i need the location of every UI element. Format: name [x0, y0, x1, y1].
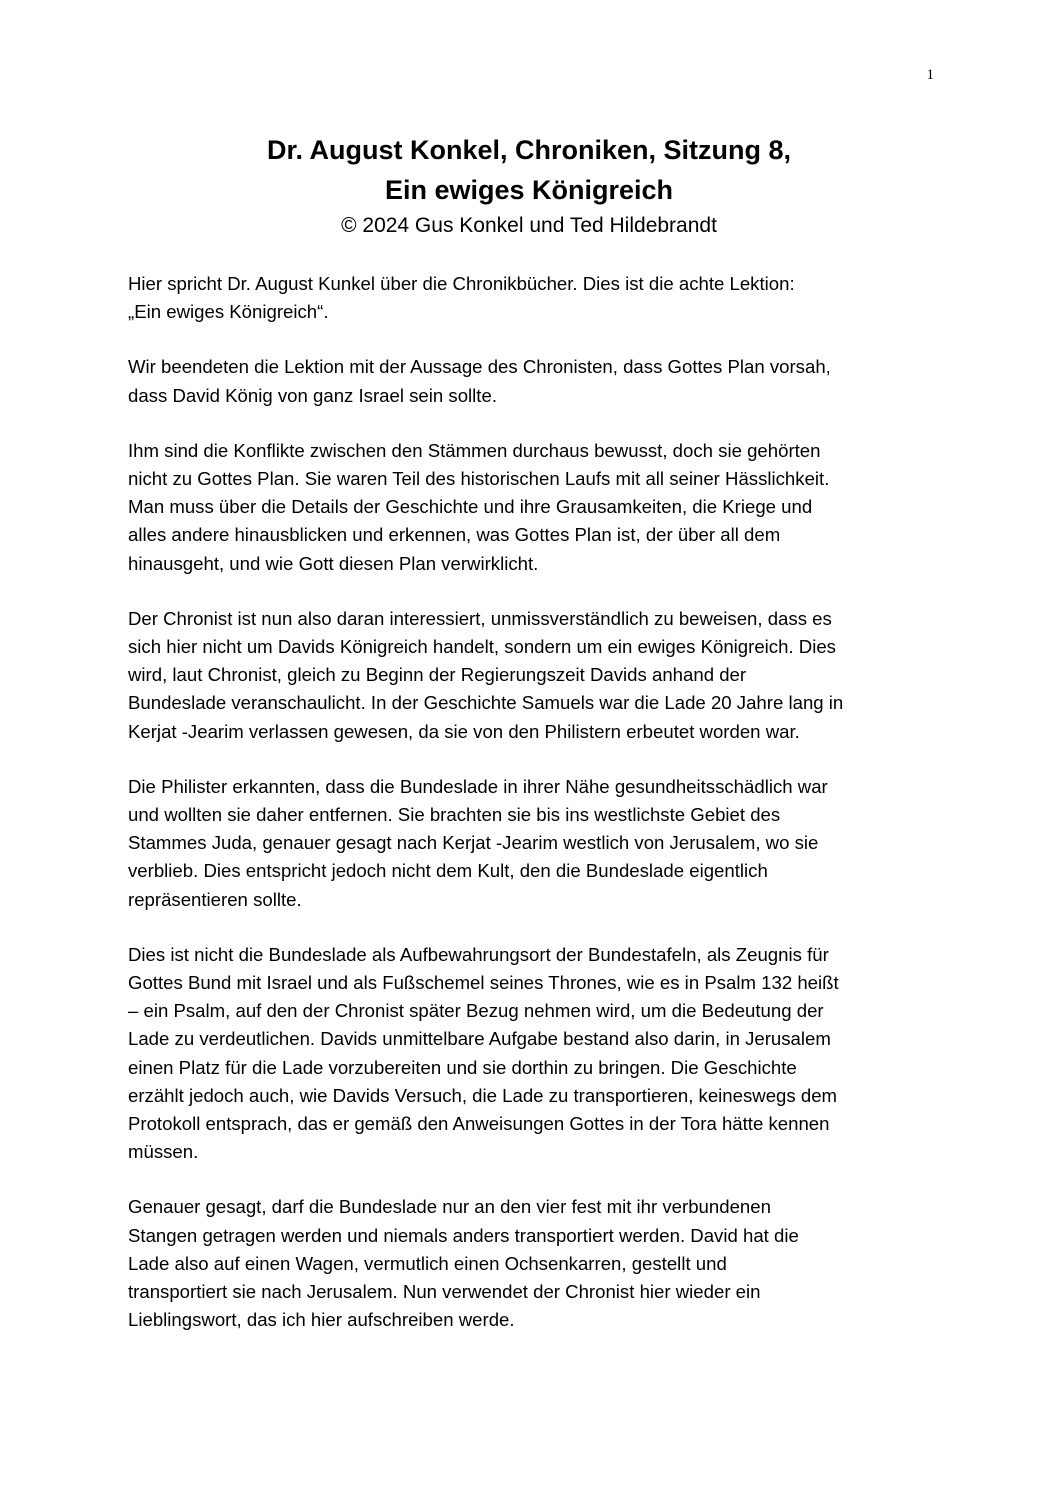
text-line: Lieblingswort, das ich hier aufschreiben werde. — [128, 1309, 515, 1331]
text-line: Genauer gesagt, darf die Bundeslade nur an den vier fest mit ihr verbundenen — [128, 1196, 771, 1218]
paragraph — [128, 1193, 938, 1334]
paragraph — [128, 270, 938, 326]
text-line: Gottes Bund mit Israel und als Fußschemel seines Thrones, wie es in Psalm 132 heißt — [128, 972, 839, 994]
text-line: Lade zu verdeutlichen. Davids unmittelbare Aufgabe bestand also darin, in Jerusalem — [128, 1028, 831, 1050]
text-line: Der Chronist ist nun also daran interessiert, unmissverständlich zu beweisen, dass es — [128, 607, 832, 629]
text-line: Kerjat -Jearim verlassen gewesen, da sie von den Philistern erbeutet worden war. — [128, 720, 800, 742]
paragraph — [128, 773, 938, 914]
text-line: – ein Psalm, auf den der Chronist später Bezug nehmen wird, um die Bedeutung der — [128, 1000, 824, 1022]
paragraph — [128, 941, 938, 1167]
text-line: Stangen getragen werden und niemals anders transportiert werden. David hat die — [128, 1224, 799, 1246]
text-line: dass David König von ganz Israel sein sollte. — [128, 384, 497, 406]
text-line: müssen. — [128, 1141, 199, 1163]
text-line: alles andere hinausblicken und erkennen, was Gottes Plan ist, der über all dem — [128, 524, 781, 546]
page-number: 1 — [926, 67, 934, 83]
text-line: nicht zu Gottes Plan. Sie waren Teil des historischen Laufs mit all seiner Hässlichkeit. — [128, 468, 830, 490]
text-line: Ihm sind die Konflikte zwischen den Stämmen durchaus bewusst, doch sie gehörten — [128, 439, 821, 461]
text-line: und wollten sie daher entfernen. Sie brachten sie bis ins westlichste Gebiet des — [128, 804, 781, 826]
document-title-line-1: Dr. August Konkel, Chroniken, Sitzung 8, — [266, 135, 792, 165]
paragraph — [128, 437, 938, 578]
text-line: erzählt jedoch auch, wie Davids Versuch, die Lade zu transportieren, keineswegs dem — [128, 1084, 838, 1106]
text-line: einen Platz für die Lade vorzubereiten und sie dorthin zu bringen. Die Geschichte — [128, 1056, 797, 1078]
text-line: transportiert sie nach Jerusalem. Nun verwendet der Chronist hier wieder ein — [128, 1281, 761, 1303]
copyright-notice: © 2024 Gus Konkel und Ted Hildebrandt — [341, 214, 717, 237]
text-line: repräsentieren sollte. — [128, 888, 302, 910]
text-line: Die Philister erkannten, dass die Bundeslade in ihrer Nähe gesundheitsschädlich war — [128, 775, 828, 797]
text-line: verblieb. Dies entspricht jedoch nicht dem Kult, den die Bundeslade eigentlich — [128, 860, 768, 882]
body-text — [128, 270, 938, 1362]
text-line: „Ein ewiges Königreich“. — [128, 301, 329, 323]
text-line: sich hier nicht um Davids Königreich handelt, sondern um ein ewiges Königreich. Dies — [128, 636, 836, 658]
paragraph — [128, 353, 938, 409]
text-line: Man muss über die Details der Geschichte und ihre Grausamkeiten, die Kriege und — [128, 496, 813, 518]
text-line: Stammes Juda, genauer gesagt nach Kerjat -Jearim westlich von Jerusalem, wo sie — [128, 832, 819, 854]
text-line: Protokoll entsprach, das er gemäß den Anweisungen Gottes in der Tora hätte kennen — [128, 1113, 830, 1135]
document-title-line-2: Ein ewiges Königreich — [384, 175, 674, 205]
text-line: hinausgeht, und wie Gott diesen Plan verwirklicht. — [128, 552, 539, 574]
text-line: Lade also auf einen Wagen, vermutlich einen Ochsenkarren, gestellt und — [128, 1252, 727, 1274]
paragraph — [128, 605, 938, 746]
text-line: Hier spricht Dr. August Kunkel über die Chronikbücher. Dies ist die achte Lektion: — [128, 273, 795, 294]
text-line: Bundeslade veranschaulicht. In der Geschichte Samuels war die Lade 20 Jahre lang in — [128, 692, 844, 714]
title-block — [0, 130, 1058, 242]
text-line: Dies ist nicht die Bundeslade als Aufbewahrungsort der Bundestafeln, als Zeugnis für — [128, 943, 829, 965]
text-line: Wir beendeten die Lektion mit der Aussage des Chronisten, dass Gottes Plan vorsah, — [128, 356, 831, 378]
text-line: wird, laut Chronist, gleich zu Beginn der Regierungszeit Davids anhand der — [128, 664, 747, 686]
